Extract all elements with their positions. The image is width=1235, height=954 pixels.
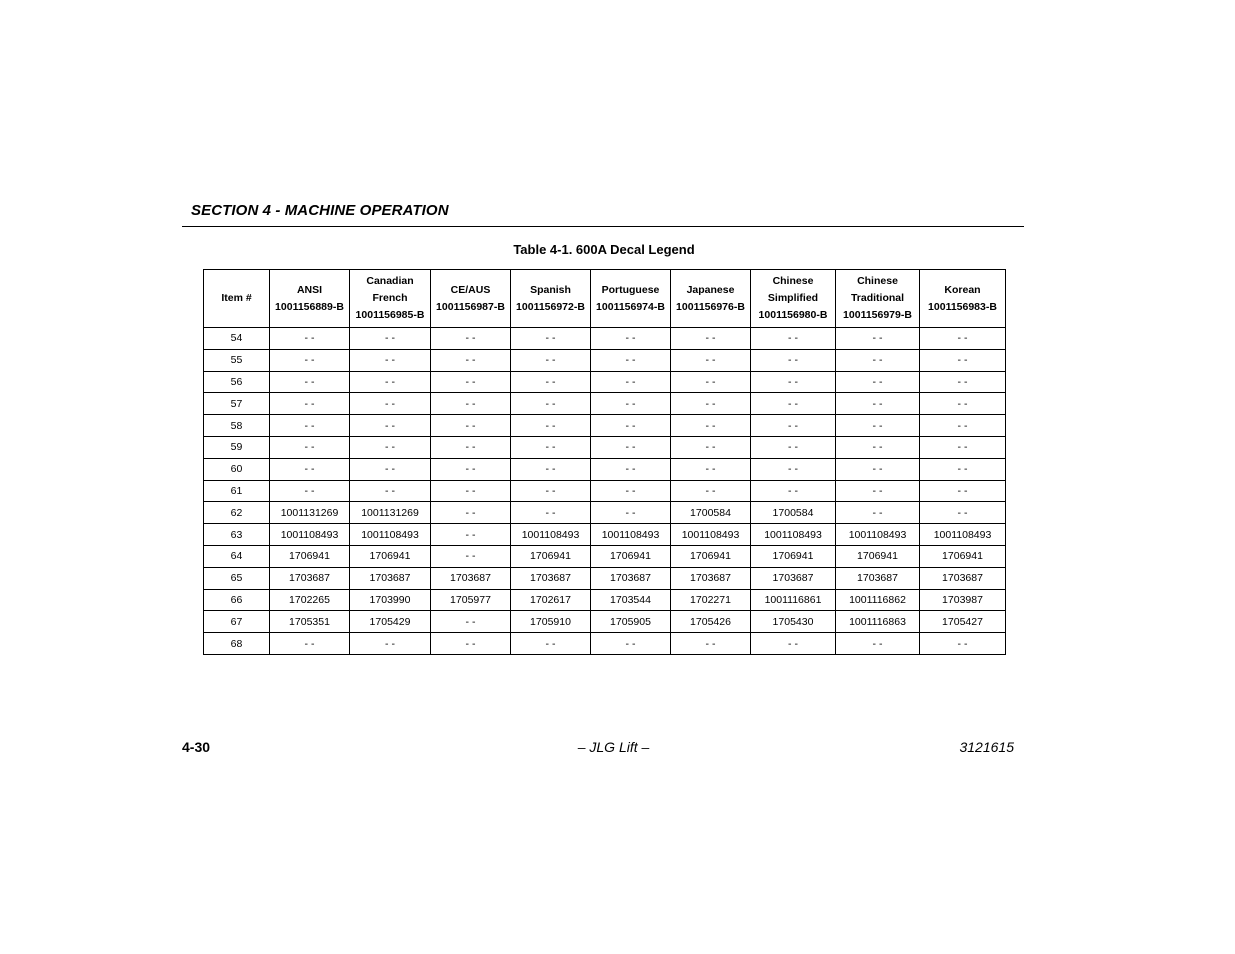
table-row <box>204 502 1006 524</box>
decal-number-cell: - - <box>431 371 511 393</box>
table-row <box>204 480 1006 502</box>
column-header <box>671 270 751 328</box>
decal-number-cell: - - <box>671 328 751 350</box>
decal-number-cell: - - <box>920 393 1006 415</box>
decal-number-cell: - - <box>920 371 1006 393</box>
table-row <box>204 545 1006 567</box>
decal-number-cell: - - <box>591 480 671 502</box>
decal-number-cell: - - <box>836 393 920 415</box>
decal-number-cell: 1703990 <box>350 589 431 611</box>
decal-number-cell: 1700584 <box>671 502 751 524</box>
decal-number-cell: - - <box>751 328 836 350</box>
decal-number-cell: - - <box>591 415 671 437</box>
column-header-line: 1001156985-B <box>355 309 425 321</box>
column-header-line: Simplified <box>767 292 819 304</box>
page-number: 4-30 <box>182 739 211 755</box>
decal-number-cell: - - <box>671 480 751 502</box>
decal-number-cell: - - <box>751 393 836 415</box>
table-row <box>204 436 1006 458</box>
table-row <box>204 524 1006 546</box>
decal-number-cell: 1702271 <box>671 589 751 611</box>
table-row <box>204 567 1006 589</box>
decal-number-cell: - - <box>751 436 836 458</box>
decal-number-cell: - - <box>431 349 511 371</box>
decal-number-cell: - - <box>511 633 591 655</box>
item-number-cell: 68 <box>204 633 270 655</box>
decal-number-cell: 1706941 <box>836 545 920 567</box>
decal-number-cell: - - <box>270 371 350 393</box>
decal-number-cell: - - <box>671 458 751 480</box>
decal-number-cell: - - <box>511 371 591 393</box>
decal-number-cell: 1706941 <box>350 545 431 567</box>
decal-number-cell: - - <box>350 633 431 655</box>
decal-number-cell: - - <box>751 415 836 437</box>
decal-number-cell: - - <box>511 502 591 524</box>
decal-number-cell: - - <box>270 393 350 415</box>
decal-number-cell: - - <box>431 393 511 415</box>
decal-number-cell: - - <box>350 480 431 502</box>
decal-number-cell: - - <box>591 328 671 350</box>
decal-number-cell: - - <box>350 458 431 480</box>
decal-number-cell: 1001116863 <box>836 611 920 633</box>
decal-number-cell: - - <box>270 349 350 371</box>
column-header <box>204 270 270 328</box>
decal-number-cell: 1705910 <box>511 611 591 633</box>
decal-number-cell: 1706941 <box>591 545 671 567</box>
decal-number-cell: - - <box>836 502 920 524</box>
item-number-cell: 55 <box>204 349 270 371</box>
decal-number-cell: 1706941 <box>671 545 751 567</box>
decal-number-cell: - - <box>270 480 350 502</box>
decal-number-cell: - - <box>671 436 751 458</box>
decal-number-cell: - - <box>751 480 836 502</box>
table-row <box>204 589 1006 611</box>
decal-number-cell: - - <box>350 436 431 458</box>
decal-number-cell: 1001108493 <box>836 524 920 546</box>
decal-number-cell: - - <box>350 371 431 393</box>
decal-legend-table <box>203 269 1006 655</box>
column-header-line: 1001156980-B <box>758 309 828 321</box>
decal-number-cell: - - <box>350 393 431 415</box>
decal-number-cell: 1703687 <box>836 567 920 589</box>
decal-number-cell: 1706941 <box>270 545 350 567</box>
decal-number-cell: - - <box>431 633 511 655</box>
decal-number-cell: 1703687 <box>751 567 836 589</box>
decal-number-cell: - - <box>591 393 671 415</box>
decal-number-cell: 1001116861 <box>751 589 836 611</box>
footer-brand: – JLG Lift – <box>577 739 650 755</box>
decal-number-cell: - - <box>270 633 350 655</box>
column-header-line: Spanish <box>530 283 571 296</box>
decal-number-cell: - - <box>591 371 671 393</box>
header-rule <box>182 226 1024 227</box>
decal-number-cell: 1706941 <box>920 545 1006 567</box>
decal-number-cell: - - <box>431 524 511 546</box>
decal-number-cell: 1001108493 <box>511 524 591 546</box>
item-number-cell: 56 <box>204 371 270 393</box>
decal-number-cell: - - <box>751 458 836 480</box>
decal-number-cell: 1703687 <box>920 567 1006 589</box>
item-number-cell: 59 <box>204 436 270 458</box>
decal-number-cell: - - <box>511 415 591 437</box>
column-header-line: Traditional <box>850 292 905 304</box>
decal-number-cell: - - <box>920 480 1006 502</box>
decal-number-cell: - - <box>270 328 350 350</box>
decal-number-cell: - - <box>511 436 591 458</box>
decal-number-cell: - - <box>671 371 751 393</box>
decal-number-cell: - - <box>920 436 1006 458</box>
column-header <box>350 270 431 328</box>
decal-number-cell: 1705426 <box>671 611 751 633</box>
column-header-line: 1001156976-B <box>676 300 745 313</box>
column-header-line: French <box>372 292 408 304</box>
decal-number-cell: 1703987 <box>920 589 1006 611</box>
item-number-cell: 65 <box>204 567 270 589</box>
column-header-line: Chinese <box>857 275 898 287</box>
decal-number-cell: - - <box>836 371 920 393</box>
table-row <box>204 328 1006 350</box>
column-header <box>511 270 591 328</box>
decal-number-cell: 1001131269 <box>350 502 431 524</box>
table-row <box>204 611 1006 633</box>
decal-number-cell: 1705430 <box>751 611 836 633</box>
table-row <box>204 349 1006 371</box>
footer-center-text <box>0 739 1235 755</box>
table-caption: Table 4-1. 600A Decal Legend <box>513 242 695 257</box>
decal-number-cell: 1703687 <box>511 567 591 589</box>
decal-number-cell: - - <box>751 633 836 655</box>
decal-number-cell: - - <box>431 545 511 567</box>
decal-number-cell: 1001108493 <box>270 524 350 546</box>
column-header-line: 1001156979-B <box>843 309 912 321</box>
decal-number-cell: - - <box>511 458 591 480</box>
decal-number-cell: - - <box>350 349 431 371</box>
table-header <box>204 270 1006 328</box>
decal-number-cell: - - <box>511 349 591 371</box>
decal-number-cell: 1702265 <box>270 589 350 611</box>
decal-number-cell: 1703544 <box>591 589 671 611</box>
decal-number-cell: 1001116862 <box>836 589 920 611</box>
decal-number-cell: - - <box>751 349 836 371</box>
column-header-line: Korean <box>944 283 981 296</box>
decal-number-cell: - - <box>431 436 511 458</box>
item-number-cell: 64 <box>204 545 270 567</box>
decal-number-cell: 1001108493 <box>350 524 431 546</box>
decal-number-cell: - - <box>270 415 350 437</box>
decal-number-cell: 1705351 <box>270 611 350 633</box>
decal-number-cell: 1706941 <box>751 545 836 567</box>
decal-number-cell: - - <box>920 633 1006 655</box>
item-number-cell: 54 <box>204 328 270 350</box>
decal-number-cell: 1001108493 <box>671 524 751 546</box>
column-header <box>836 270 920 328</box>
item-number-cell: 62 <box>204 502 270 524</box>
column-header <box>270 270 350 328</box>
decal-number-cell: - - <box>920 349 1006 371</box>
decal-number-cell: - - <box>836 328 920 350</box>
decal-number-cell: 1703687 <box>270 567 350 589</box>
decal-number-cell: 1703687 <box>350 567 431 589</box>
item-number-cell: 67 <box>204 611 270 633</box>
decal-number-cell: 1703687 <box>671 567 751 589</box>
decal-number-cell: - - <box>836 415 920 437</box>
decal-number-cell: 1705427 <box>920 611 1006 633</box>
decal-number-cell: - - <box>270 436 350 458</box>
column-header-line: Canadian <box>366 275 414 287</box>
table-row <box>204 393 1006 415</box>
column-header-line: ANSI <box>296 283 323 296</box>
decal-number-cell: 1001108493 <box>591 524 671 546</box>
decal-number-cell: - - <box>270 458 350 480</box>
decal-number-cell: 1703687 <box>591 567 671 589</box>
decal-number-cell: - - <box>511 393 591 415</box>
decal-number-cell: - - <box>431 611 511 633</box>
decal-number-cell: 1706941 <box>511 545 591 567</box>
decal-number-cell: - - <box>591 633 671 655</box>
decal-number-cell: - - <box>431 328 511 350</box>
decal-number-cell: - - <box>671 349 751 371</box>
decal-number-cell: - - <box>350 328 431 350</box>
item-number-cell: 60 <box>204 458 270 480</box>
decal-number-cell: 1705977 <box>431 589 511 611</box>
decal-number-cell: - - <box>836 436 920 458</box>
decal-number-cell: - - <box>920 502 1006 524</box>
column-header-line: Item # <box>221 292 252 304</box>
decal-number-cell: - - <box>591 458 671 480</box>
column-header <box>920 270 1006 328</box>
decal-number-cell: - - <box>671 393 751 415</box>
table-body <box>204 328 1006 655</box>
column-header <box>591 270 671 328</box>
decal-number-cell: 1001131269 <box>270 502 350 524</box>
column-header-line: Chinese <box>772 275 814 287</box>
decal-number-cell: 1700584 <box>751 502 836 524</box>
column-header <box>431 270 511 328</box>
decal-number-cell: - - <box>836 458 920 480</box>
decal-number-cell: 1001108493 <box>751 524 836 546</box>
decal-number-cell: - - <box>591 502 671 524</box>
item-number-cell: 57 <box>204 393 270 415</box>
decal-number-cell: - - <box>920 458 1006 480</box>
column-header-line: 1001156974-B <box>596 300 665 313</box>
decal-number-cell: 1705429 <box>350 611 431 633</box>
decal-number-cell: - - <box>671 633 751 655</box>
section-title: SECTION 4 - MACHINE OPERATION <box>191 202 449 219</box>
column-header <box>751 270 836 328</box>
column-header-line: 1001156972-B <box>516 300 585 313</box>
decal-number-cell: - - <box>591 436 671 458</box>
decal-number-cell: - - <box>431 458 511 480</box>
item-number-cell: 66 <box>204 589 270 611</box>
decal-number-cell: - - <box>920 415 1006 437</box>
decal-number-cell: - - <box>431 415 511 437</box>
column-header-line: 1001156983-B <box>928 300 997 313</box>
decal-number-cell: - - <box>836 349 920 371</box>
table-row <box>204 371 1006 393</box>
decal-number-cell: - - <box>671 415 751 437</box>
decal-number-cell: - - <box>431 480 511 502</box>
item-number-cell: 58 <box>204 415 270 437</box>
column-header-line: Japanese <box>686 283 735 296</box>
column-header-line: Portuguese <box>601 283 660 296</box>
decal-number-cell: - - <box>350 415 431 437</box>
decal-number-cell: - - <box>431 502 511 524</box>
decal-number-cell: - - <box>836 633 920 655</box>
decal-number-cell: 1001108493 <box>920 524 1006 546</box>
decal-number-cell: - - <box>920 328 1006 350</box>
decal-number-cell: - - <box>511 328 591 350</box>
decal-number-cell: 1702617 <box>511 589 591 611</box>
column-header-line: CE/AUS <box>450 283 491 296</box>
decal-number-cell: 1705905 <box>591 611 671 633</box>
decal-number-cell: - - <box>511 480 591 502</box>
decal-number-cell: 1703687 <box>431 567 511 589</box>
table-row <box>204 415 1006 437</box>
decal-number-cell: - - <box>751 371 836 393</box>
table-row <box>204 633 1006 655</box>
column-header-line: 1001156987-B <box>436 300 505 313</box>
decal-number-cell: - - <box>836 480 920 502</box>
table-row <box>204 458 1006 480</box>
document-number: 3121615 <box>959 739 1014 755</box>
decal-number-cell: - - <box>591 349 671 371</box>
item-number-cell: 63 <box>204 524 270 546</box>
table-header-row <box>204 270 1006 328</box>
column-header-line: 1001156889-B <box>275 300 344 313</box>
item-number-cell: 61 <box>204 480 270 502</box>
